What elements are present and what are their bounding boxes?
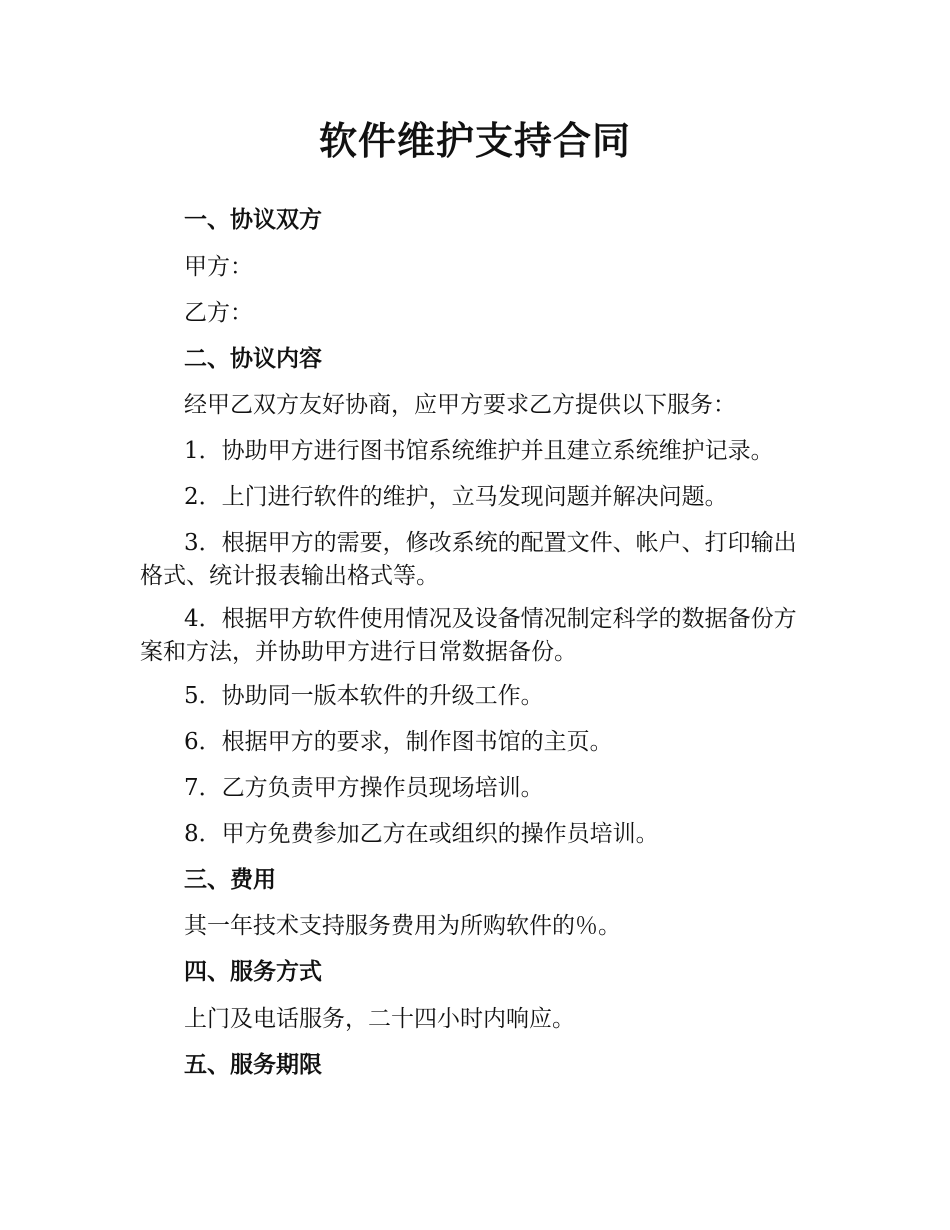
content-item-4: 4．根据甲方软件使用情况及设备情况制定科学的数据备份方案和方法，并协助甲方进行日常数据备份。 bbox=[140, 606, 797, 665]
party-a-line: 甲方： bbox=[184, 254, 253, 280]
content-item-5: 5．协助同一版本软件的升级工作。 bbox=[184, 683, 544, 709]
content-item-2: 2．上门进行软件的维护，立马发现问题并解决问题。 bbox=[184, 484, 728, 510]
section-heading-content: 二、协议内容 bbox=[184, 346, 322, 372]
section-heading-service-method: 四、服务方式 bbox=[184, 959, 322, 985]
service-method-text: 上门及电话服务，二十四小时内响应。 bbox=[184, 1006, 575, 1032]
document-title: 软件维护支持合同 bbox=[318, 119, 631, 163]
content-intro: 经甲乙双方友好协商，应甲方要求乙方提供以下服务： bbox=[184, 392, 736, 418]
content-item-7: 7．乙方负责甲方操作员现场培训。 bbox=[184, 775, 544, 801]
content-item-6: 6．根据甲方的要求，制作图书馆的主页。 bbox=[184, 729, 613, 755]
section-heading-parties: 一、协议双方 bbox=[184, 207, 322, 233]
content-item-8: 8．甲方免费参加乙方在或组织的操作员培训。 bbox=[184, 821, 659, 847]
content-item-1: 1．协助甲方进行图书馆系统维护并且建立系统维护记录。 bbox=[184, 438, 774, 464]
section-heading-service-period: 五、服务期限 bbox=[184, 1052, 322, 1078]
party-b-line: 乙方： bbox=[184, 300, 253, 326]
fee-text: 其一年技术支持服务费用为所购软件的％。 bbox=[184, 913, 621, 939]
section-heading-fee: 三、费用 bbox=[184, 867, 276, 893]
content-item-3: 3．根据甲方的需要，修改系统的配置文件、帐户、打印输出格式、统计报表输出格式等。 bbox=[140, 530, 797, 589]
